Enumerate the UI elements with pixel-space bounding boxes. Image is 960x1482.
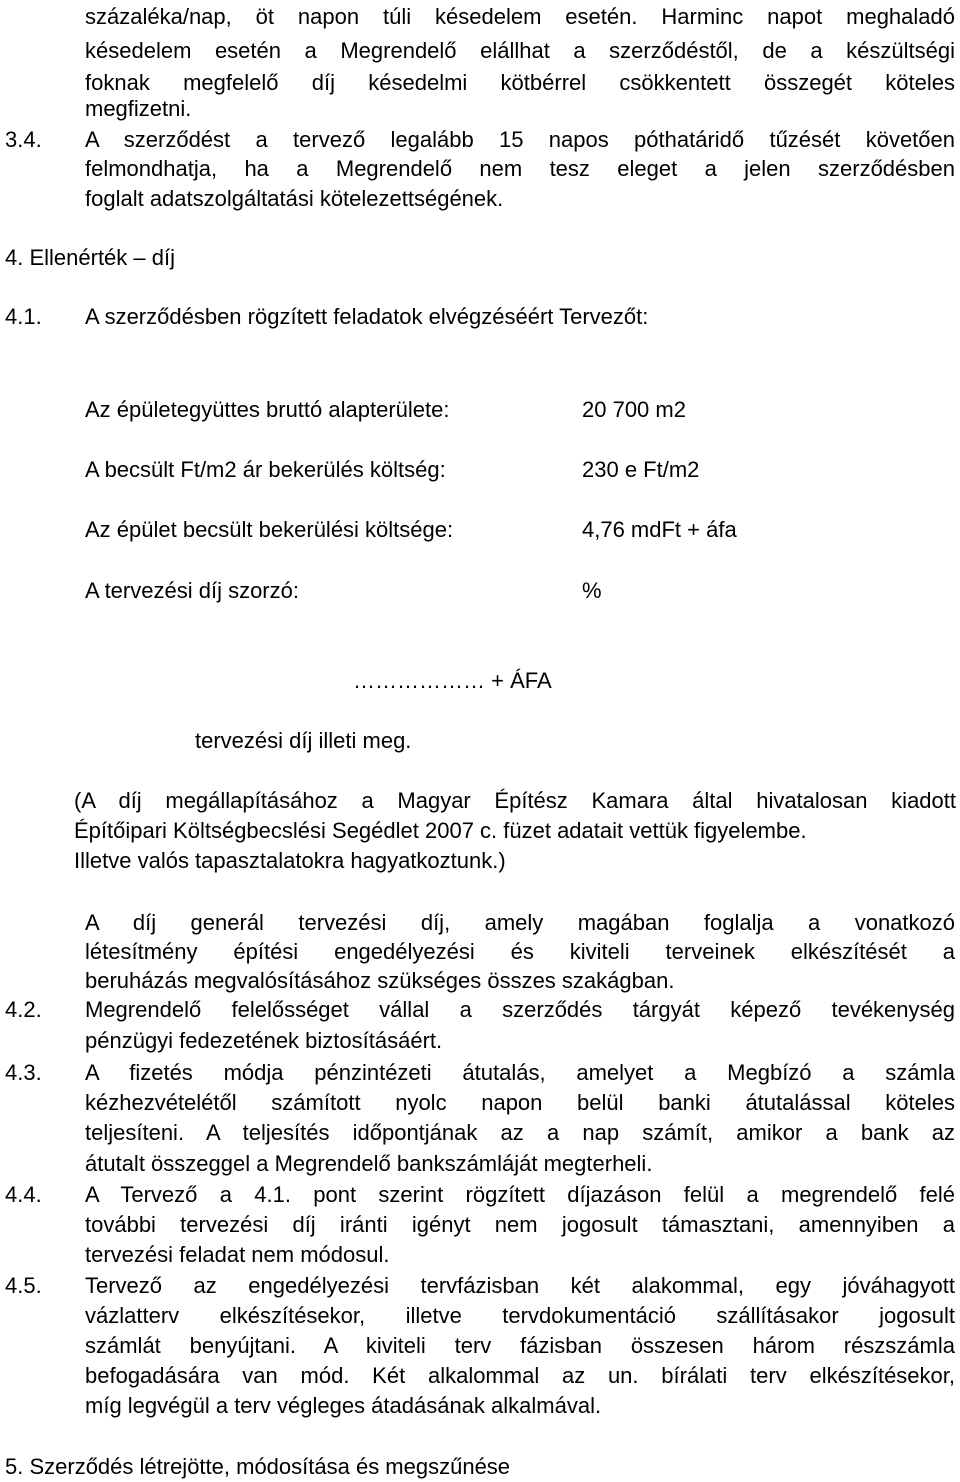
fee-value: 20 700 m2 bbox=[582, 397, 686, 422]
paragraph-line: pénzügyi fedezetének biztosításáért. bbox=[85, 1028, 443, 1053]
paragraph-line: foglalt adatszolgáltatási kötelezettségének. bbox=[85, 186, 504, 211]
section-heading: 4. Ellenérték – díj bbox=[5, 245, 175, 270]
paragraph-line: A Tervező a 4.1. pont szerint rögzített díjazáson felül a megrendelő felé bbox=[85, 1182, 955, 1207]
section-number: 4.5. bbox=[5, 1273, 42, 1298]
paragraph-line: teljesíteni. A teljesítés időpontjának az a nap számít, amikor a bank az bbox=[85, 1120, 955, 1145]
paragraph-line: százaléka/nap, öt napon túli késedelem esetén. Harminc napot meghaladó bbox=[85, 4, 955, 29]
fee-label: Az épületegyüttes bruttó alapterülete: bbox=[85, 397, 450, 422]
multiplier-label: A tervezési díj szorzó: bbox=[85, 578, 299, 603]
paragraph-line: Tervező az engedélyezési tervfázisban két alakommal, egy jóváhagyott bbox=[85, 1273, 955, 1298]
note-line: (A díj megállapításához a Magyar Építész Kamara által hivatalosan kiadott bbox=[74, 788, 956, 813]
paragraph-line: tervezési feladat nem módosul. bbox=[85, 1242, 390, 1267]
paragraph-line: befogadására van mód. Két alkalommal az un. bírálati terv elkészítésekor, bbox=[85, 1363, 955, 1388]
fee-blank: ……………… + ÁFA bbox=[353, 668, 552, 693]
paragraph-line: míg legvégül a terv végleges átadásának alkalmával. bbox=[85, 1393, 602, 1418]
section-heading: 5. Szerződés létrejötte, módosítása és megszűnése bbox=[5, 1454, 511, 1479]
paragraph-line: A szerződést a tervező legalább 15 napos póthatáridő tűzését követően bbox=[85, 127, 955, 152]
paragraph-line: további tervezési díj iránti igényt nem jogosult támasztani, amennyiben a bbox=[85, 1212, 955, 1237]
paragraph-line: beruházás megvalósításához szükséges összes szakágban. bbox=[85, 968, 675, 993]
fee-label: A becsült Ft/m2 ár bekerülés költség: bbox=[85, 457, 446, 482]
paragraph-line: vázlatterv elkészítésekor, illetve tervdokumentáció szállításakor jogosult bbox=[85, 1303, 955, 1328]
paragraph-line: kézhezvételétől számított nyolc napon belül banki átutalással köteles bbox=[85, 1090, 955, 1115]
paragraph-line: felmondhatja, ha a Megrendelő nem tesz eleget a jelen szerződésben bbox=[85, 156, 955, 181]
fee-value: 230 e Ft/m2 bbox=[582, 457, 700, 482]
paragraph-line: A fizetés módja pénzintézeti átutalás, amelyet a Megbízó a számla bbox=[85, 1060, 955, 1085]
paragraph-line: Megrendelő felelősséget vállal a szerződés tárgyát képező tevékenység bbox=[85, 997, 955, 1022]
paragraph-line: A szerződésben rögzített feladatok elvégzéséért Tervezőt: bbox=[85, 304, 649, 329]
section-number: 4.2. bbox=[5, 997, 42, 1022]
paragraph-line: A díj generál tervezési díj, amely magában foglalja a vonatkozó bbox=[85, 910, 955, 935]
note-line: Építőipari Költségbecslési Segédlet 2007 c. füzet adatait vettük figyelembe. bbox=[74, 818, 807, 843]
section-number: 4.3. bbox=[5, 1060, 42, 1085]
paragraph-line: átutalt összeggel a Megrendelő bankszámláját megterheli. bbox=[85, 1151, 653, 1176]
section-number: 4.1. bbox=[5, 304, 42, 329]
paragraph-line: foknak megfelelő díj késedelmi kötbérrel csökkentett összegét köteles bbox=[85, 70, 955, 95]
fee-value: 4,76 mdFt + áfa bbox=[582, 517, 737, 542]
section-number: 4.4. bbox=[5, 1182, 42, 1207]
section-number: 3.4. bbox=[5, 127, 42, 152]
note-line: Illetve valós tapasztalatokra hagyatkoztunk.) bbox=[74, 848, 506, 873]
paragraph-line: számlát benyújtani. A kiviteli terv fázisban összesen három részszámla bbox=[85, 1333, 955, 1358]
paragraph-line: késedelem esetén a Megrendelő elállhat a szerződéstől, de a készültségi bbox=[85, 38, 955, 63]
fee-due: tervezési díj illeti meg. bbox=[195, 728, 412, 753]
multiplier-value: % bbox=[582, 578, 602, 603]
paragraph-line: létesítmény építési engedélyezési és kiviteli terveinek elkészítését a bbox=[85, 939, 955, 964]
fee-label: Az épület becsült bekerülési költsége: bbox=[85, 517, 454, 542]
paragraph-line: megfizetni. bbox=[85, 96, 192, 121]
